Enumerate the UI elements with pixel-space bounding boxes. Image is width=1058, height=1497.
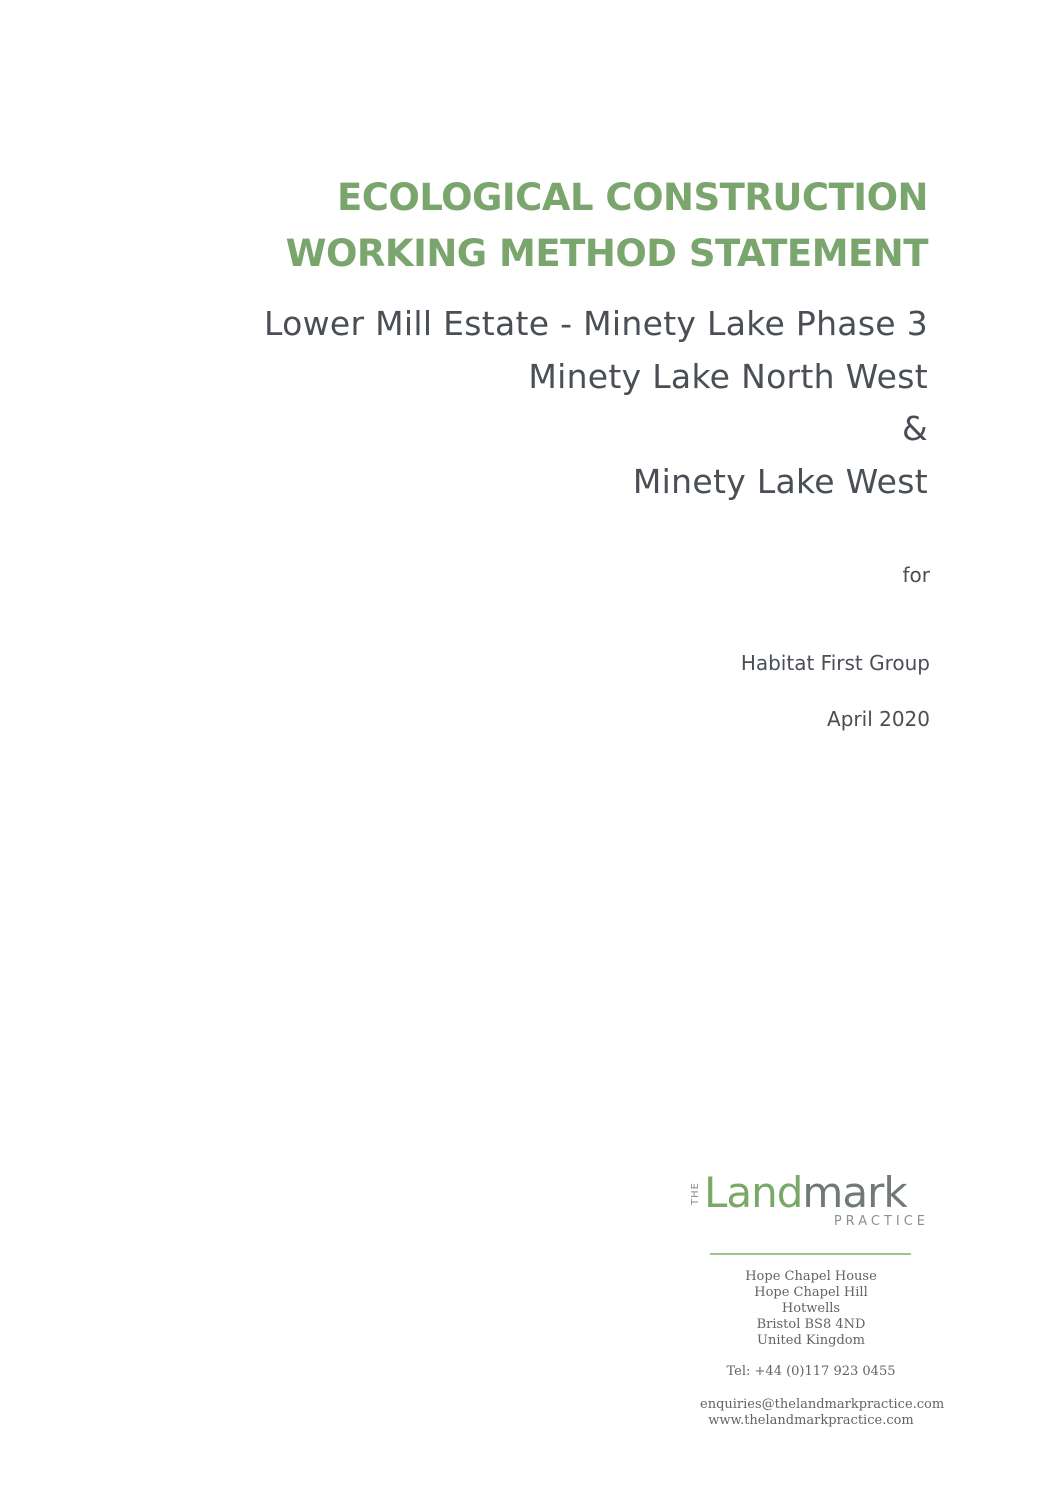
telephone: Tel: +44 (0)117 923 0455 xyxy=(726,1364,896,1379)
address-line-1: Hope Chapel House xyxy=(745,1269,877,1284)
logo-mark: mark xyxy=(802,1168,907,1217)
title-line-2: WORKING METHOD STATEMENT xyxy=(285,232,928,275)
address-line-5: United Kingdom xyxy=(757,1333,865,1348)
logo-land: Land xyxy=(704,1168,803,1217)
document-subtitle xyxy=(264,298,928,508)
postal-address xyxy=(700,1269,922,1349)
logo-divider xyxy=(710,1253,911,1255)
logo-wordmark xyxy=(704,1168,907,1218)
address-line-3: Hotwells xyxy=(781,1301,841,1316)
document-date: April 2020 xyxy=(827,707,930,731)
subtitle-line-1: Lower Mill Estate - Minety Lake Phase 3 xyxy=(263,304,928,343)
client-name: Habitat First Group xyxy=(740,651,930,675)
subtitle-line-3: & xyxy=(901,409,928,448)
logo-practice: PRACTICE xyxy=(833,1214,929,1229)
logo-the: THE xyxy=(690,1182,701,1206)
address-line-2: Hope Chapel Hill xyxy=(754,1285,868,1300)
document-title xyxy=(286,170,928,282)
website-address: www.thelandmarkpractice.com xyxy=(708,1413,914,1428)
subtitle-line-2: Minety Lake North West xyxy=(528,356,928,396)
company-logo xyxy=(688,1168,933,1232)
subtitle-line-4: Minety Lake West xyxy=(632,461,928,501)
title-line-1: ECOLOGICAL CONSTRUCTION xyxy=(336,176,928,219)
for-label: for xyxy=(902,563,930,587)
contact-details xyxy=(700,1397,945,1429)
address-line-4: Bristol BS8 4ND xyxy=(756,1317,866,1332)
email-address: enquiries@thelandmarkpractice.com xyxy=(700,1397,945,1412)
